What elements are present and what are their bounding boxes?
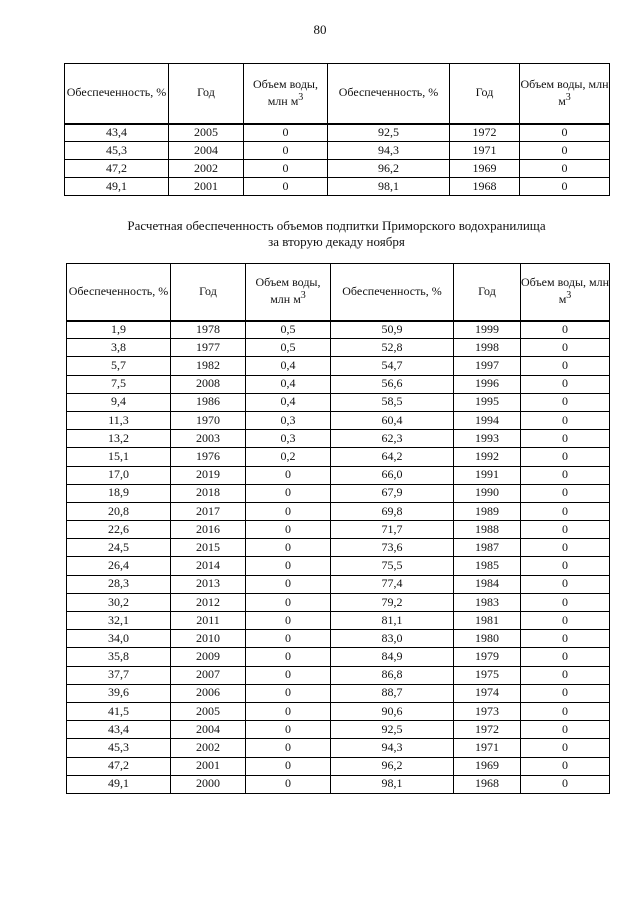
header-year: Год <box>171 264 246 321</box>
cell-year: 1987 <box>454 539 521 557</box>
cell-supply: 75,5 <box>331 557 454 575</box>
cell-volume: 0 <box>521 430 610 448</box>
cell-volume: 0 <box>521 521 610 539</box>
cell-supply: 60,4 <box>331 411 454 429</box>
cell-volume: 0 <box>246 757 331 775</box>
cell-year: 2004 <box>169 142 244 160</box>
cell-year: 1968 <box>450 178 520 196</box>
cell-volume: 0 <box>521 593 610 611</box>
cell-supply: 71,7 <box>331 521 454 539</box>
cell-supply: 98,1 <box>328 178 450 196</box>
cell-supply: 45,3 <box>65 142 169 160</box>
cell-supply: 52,8 <box>331 339 454 357</box>
cell-supply: 7,5 <box>67 375 171 393</box>
cell-volume: 0 <box>246 575 331 593</box>
table-row <box>67 521 610 539</box>
cell-volume: 0 <box>521 466 610 484</box>
cell-year: 1982 <box>171 357 246 375</box>
cell-year: 1989 <box>454 502 521 520</box>
cell-supply: 84,9 <box>331 648 454 666</box>
cell-volume: 0 <box>521 721 610 739</box>
cell-supply: 20,8 <box>67 502 171 520</box>
cell-supply: 37,7 <box>67 666 171 684</box>
cell-supply: 49,1 <box>65 178 169 196</box>
table-row <box>67 393 610 411</box>
table-row <box>67 648 610 666</box>
cell-volume: 0 <box>521 321 610 339</box>
cell-volume: 0 <box>244 124 328 142</box>
cell-year: 2002 <box>171 739 246 757</box>
header-year: Год <box>169 64 244 124</box>
cell-year: 1972 <box>450 124 520 142</box>
cell-volume: 0 <box>521 612 610 630</box>
cell-year: 1980 <box>454 630 521 648</box>
cell-volume: 0 <box>244 142 328 160</box>
cell-year: 1981 <box>454 612 521 630</box>
cell-supply: 1,9 <box>67 321 171 339</box>
cell-supply: 43,4 <box>67 721 171 739</box>
cell-year: 1969 <box>454 757 521 775</box>
header-year: Год <box>450 64 520 124</box>
cell-volume: 0,3 <box>246 430 331 448</box>
cell-year: 2011 <box>171 612 246 630</box>
cell-year: 1978 <box>171 321 246 339</box>
table-row <box>67 339 610 357</box>
cell-volume: 0 <box>246 466 331 484</box>
cell-supply: 41,5 <box>67 702 171 720</box>
cell-supply: 67,9 <box>331 484 454 502</box>
cell-volume: 0 <box>520 124 610 142</box>
supply-table-2 <box>66 263 610 794</box>
cell-volume: 0 <box>521 684 610 702</box>
table-caption <box>64 218 609 250</box>
cell-volume: 0 <box>521 648 610 666</box>
cell-supply: 56,6 <box>331 375 454 393</box>
table-row <box>67 557 610 575</box>
cell-year: 1970 <box>171 411 246 429</box>
cell-year: 1998 <box>454 339 521 357</box>
table-row <box>67 357 610 375</box>
cell-year: 1979 <box>454 648 521 666</box>
table-row <box>67 448 610 466</box>
cell-year: 1977 <box>171 339 246 357</box>
header-supply: Обеспеченность, % <box>328 64 450 124</box>
cell-supply: 81,1 <box>331 612 454 630</box>
cell-supply: 47,2 <box>65 160 169 178</box>
cell-year: 1973 <box>454 702 521 720</box>
cell-supply: 58,5 <box>331 393 454 411</box>
cell-year: 2017 <box>171 502 246 520</box>
cell-volume: 0 <box>521 575 610 593</box>
cell-supply: 50,9 <box>331 321 454 339</box>
cell-volume: 0 <box>521 775 610 793</box>
cell-year: 1969 <box>450 160 520 178</box>
cell-supply: 86,8 <box>331 666 454 684</box>
cell-supply: 39,6 <box>67 684 171 702</box>
cell-volume: 0 <box>520 178 610 196</box>
cell-year: 2005 <box>171 702 246 720</box>
cell-volume: 0 <box>521 539 610 557</box>
cell-supply: 34,0 <box>67 630 171 648</box>
cell-volume: 0 <box>521 557 610 575</box>
cell-supply: 92,5 <box>331 721 454 739</box>
cell-year: 2001 <box>169 178 244 196</box>
cell-year: 2004 <box>171 721 246 739</box>
cell-year: 2002 <box>169 160 244 178</box>
cell-year: 2014 <box>171 557 246 575</box>
header-volume: Объем воды, млн $м^3$ <box>246 264 331 321</box>
table-row <box>67 757 610 775</box>
table-row <box>67 702 610 720</box>
cell-year: 1993 <box>454 430 521 448</box>
cell-year: 1997 <box>454 357 521 375</box>
cell-volume: 0 <box>521 630 610 648</box>
cell-volume: 0 <box>521 484 610 502</box>
table-row <box>67 375 610 393</box>
cell-year: 1971 <box>450 142 520 160</box>
table-header-row <box>67 264 610 321</box>
cell-year: 2010 <box>171 630 246 648</box>
header-volume: Объем воды, млн $м^3$ <box>521 264 610 321</box>
cell-supply: 11,3 <box>67 411 171 429</box>
cell-volume: 0 <box>521 757 610 775</box>
cell-supply: 13,2 <box>67 430 171 448</box>
cell-volume: 0 <box>246 593 331 611</box>
cell-volume: 0 <box>246 684 331 702</box>
table-row <box>67 684 610 702</box>
cell-supply: 79,2 <box>331 593 454 611</box>
table-row <box>67 502 610 520</box>
cell-supply: 15,1 <box>67 448 171 466</box>
cell-supply: 77,4 <box>331 575 454 593</box>
caption-line-1: Расчетная обеспеченность объемов подпитки Приморского водохранилища <box>127 218 546 233</box>
table-row <box>65 142 610 160</box>
cell-supply: 64,2 <box>331 448 454 466</box>
cell-volume: 0 <box>246 521 331 539</box>
cell-year: 1984 <box>454 575 521 593</box>
table-row <box>67 630 610 648</box>
cell-supply: 88,7 <box>331 684 454 702</box>
table-header-row <box>65 64 610 124</box>
page-number: 80 <box>313 22 327 37</box>
cell-volume: 0 <box>521 357 610 375</box>
cell-year: 1972 <box>454 721 521 739</box>
cell-supply: 94,3 <box>331 739 454 757</box>
cell-supply: 18,9 <box>67 484 171 502</box>
cell-volume: 0 <box>521 375 610 393</box>
cell-volume: 0 <box>246 612 331 630</box>
cell-year: 1988 <box>454 521 521 539</box>
cell-volume: 0 <box>246 702 331 720</box>
header-year: Год <box>454 264 521 321</box>
cell-supply: 5,7 <box>67 357 171 375</box>
header-volume: Объем воды, млн $м^3$ <box>244 64 328 124</box>
table-row <box>65 124 610 142</box>
cell-supply: 62,3 <box>331 430 454 448</box>
cell-year: 1999 <box>454 321 521 339</box>
table-row <box>67 539 610 557</box>
cell-supply: 35,8 <box>67 648 171 666</box>
cell-supply: 73,6 <box>331 539 454 557</box>
cell-year: 2013 <box>171 575 246 593</box>
table-row <box>67 484 610 502</box>
cell-volume: 0 <box>246 775 331 793</box>
cell-volume: 0,3 <box>246 411 331 429</box>
cell-volume: 0 <box>246 739 331 757</box>
cell-year: 1985 <box>454 557 521 575</box>
cell-volume: 0,5 <box>246 321 331 339</box>
cell-supply: 69,8 <box>331 502 454 520</box>
cell-supply: 94,3 <box>328 142 450 160</box>
cell-supply: 49,1 <box>67 775 171 793</box>
cell-year: 2009 <box>171 648 246 666</box>
cell-volume: 0,2 <box>246 448 331 466</box>
cell-supply: 17,0 <box>67 466 171 484</box>
table-row <box>67 739 610 757</box>
cell-year: 2000 <box>171 775 246 793</box>
cell-year: 1994 <box>454 411 521 429</box>
cell-supply: 96,2 <box>331 757 454 775</box>
table-row <box>65 178 610 196</box>
cell-year: 1974 <box>454 684 521 702</box>
cell-year: 1986 <box>171 393 246 411</box>
table-row <box>67 466 610 484</box>
cell-volume: 0 <box>521 739 610 757</box>
table-row <box>67 430 610 448</box>
cell-volume: 0,4 <box>246 357 331 375</box>
cell-supply: 43,4 <box>65 124 169 142</box>
cell-year: 1992 <box>454 448 521 466</box>
cell-year: 1991 <box>454 466 521 484</box>
cell-year: 2005 <box>169 124 244 142</box>
cell-year: 1968 <box>454 775 521 793</box>
cell-supply: 26,4 <box>67 557 171 575</box>
supply-table-1 <box>64 63 610 196</box>
table-row <box>67 575 610 593</box>
cell-volume: 0,5 <box>246 339 331 357</box>
cell-year: 1983 <box>454 593 521 611</box>
table-row <box>67 775 610 793</box>
header-supply: Обеспеченность, % <box>65 64 169 124</box>
cell-supply: 54,7 <box>331 357 454 375</box>
cell-supply: 28,3 <box>67 575 171 593</box>
cell-year: 2015 <box>171 539 246 557</box>
table-row <box>67 721 610 739</box>
cell-volume: 0 <box>244 160 328 178</box>
cell-volume: 0,4 <box>246 375 331 393</box>
cell-volume: 0 <box>246 557 331 575</box>
cell-volume: 0 <box>521 339 610 357</box>
cell-year: 2008 <box>171 375 246 393</box>
cell-year: 2006 <box>171 684 246 702</box>
cell-supply: 30,2 <box>67 593 171 611</box>
cell-volume: 0 <box>521 666 610 684</box>
cell-supply: 98,1 <box>331 775 454 793</box>
cell-year: 1995 <box>454 393 521 411</box>
cell-supply: 22,6 <box>67 521 171 539</box>
cell-volume: 0 <box>246 630 331 648</box>
cell-supply: 90,6 <box>331 702 454 720</box>
cell-supply: 47,2 <box>67 757 171 775</box>
cell-volume: 0 <box>246 666 331 684</box>
cell-year: 1971 <box>454 739 521 757</box>
table-row <box>67 321 610 339</box>
cell-year: 2016 <box>171 521 246 539</box>
cell-volume: 0 <box>246 502 331 520</box>
cell-volume: 0 <box>246 721 331 739</box>
cell-year: 1990 <box>454 484 521 502</box>
table-row <box>67 593 610 611</box>
cell-volume: 0 <box>246 648 331 666</box>
header-supply: Обеспеченность, % <box>331 264 454 321</box>
caption-line-2: за вторую декаду ноября <box>268 234 405 249</box>
cell-volume: 0 <box>246 484 331 502</box>
table-row <box>67 411 610 429</box>
cell-year: 2003 <box>171 430 246 448</box>
header-volume: Объем воды, млн $м^3$ <box>520 64 610 124</box>
cell-supply: 96,2 <box>328 160 450 178</box>
cell-volume: 0 <box>521 411 610 429</box>
cell-volume: 0 <box>520 160 610 178</box>
cell-volume: 0 <box>521 393 610 411</box>
cell-volume: 0 <box>246 539 331 557</box>
cell-volume: 0 <box>521 502 610 520</box>
cell-year: 2012 <box>171 593 246 611</box>
table-row <box>67 612 610 630</box>
cell-volume: 0 <box>244 178 328 196</box>
cell-supply: 32,1 <box>67 612 171 630</box>
cell-year: 1975 <box>454 666 521 684</box>
cell-year: 2001 <box>171 757 246 775</box>
cell-year: 2018 <box>171 484 246 502</box>
cell-volume: 0 <box>520 142 610 160</box>
cell-supply: 92,5 <box>328 124 450 142</box>
header-supply: Обеспеченность, % <box>67 264 171 321</box>
cell-supply: 83,0 <box>331 630 454 648</box>
cell-supply: 9,4 <box>67 393 171 411</box>
table-row <box>65 160 610 178</box>
cell-volume: 0 <box>521 702 610 720</box>
cell-supply: 66,0 <box>331 466 454 484</box>
cell-volume: 0,4 <box>246 393 331 411</box>
cell-year: 1996 <box>454 375 521 393</box>
cell-supply: 45,3 <box>67 739 171 757</box>
table-row <box>67 666 610 684</box>
cell-year: 1976 <box>171 448 246 466</box>
cell-volume: 0 <box>521 448 610 466</box>
cell-supply: 3,8 <box>67 339 171 357</box>
cell-year: 2019 <box>171 466 246 484</box>
cell-supply: 24,5 <box>67 539 171 557</box>
cell-year: 2007 <box>171 666 246 684</box>
